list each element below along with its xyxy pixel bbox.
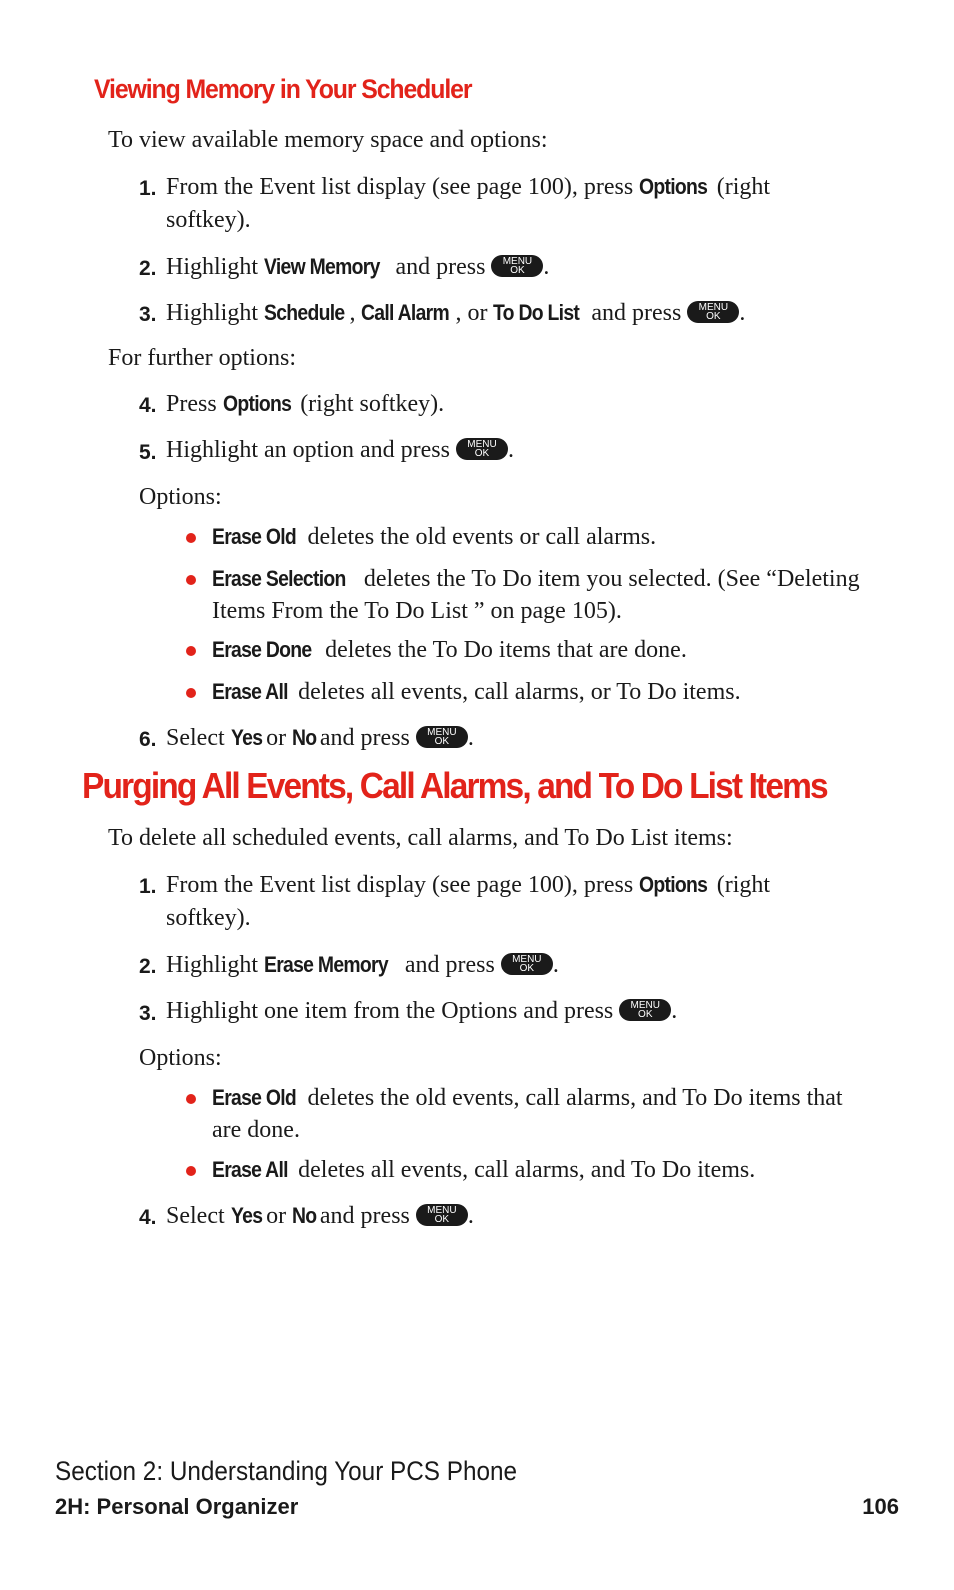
step-text: Highlight Schedule , Call Alarm , or To Do List and press MENU OK . <box>166 300 746 326</box>
bullet-icon <box>186 646 196 656</box>
list-item: Erase All deletes all events, call alarms, and To Do items. <box>0 1154 954 1190</box>
step-text: Highlight Erase Memory and press MENU OK . <box>166 952 559 978</box>
menu-ok-key-icon: MENU OK <box>687 301 739 323</box>
step-4 <box>0 387 954 423</box>
list-item: Erase Selection deletes the To Do item you selected. (See “Deleting Items From the To Do List ” on page 105). <box>0 563 954 633</box>
step-number: 1. <box>139 177 157 200</box>
step-number: 1. <box>139 875 157 898</box>
menu-ok-key-icon: MENU OK <box>456 438 508 460</box>
step-2 <box>0 948 954 984</box>
list-item: Erase Done deletes the To Do items that are done. <box>0 634 954 670</box>
step-5 <box>0 434 954 470</box>
options-label: Options: <box>139 484 222 510</box>
step-3 <box>0 296 954 332</box>
step-number: 6. <box>139 728 157 751</box>
step-1 <box>0 868 954 938</box>
step-4 <box>0 1199 954 1235</box>
step-6 <box>0 721 954 757</box>
step-1 <box>0 170 954 240</box>
menu-ok-key-icon: MENU OK <box>619 999 671 1021</box>
footer-section-title: Section 2: Understanding Your PCS Phone <box>55 1456 518 1486</box>
step-text: From the Event list display (see page 100), press Options (right softkey). <box>166 170 856 237</box>
footer-chapter: 2H: Personal Organizer <box>55 1494 299 1519</box>
bullet-icon <box>186 1094 196 1104</box>
menu-ok-key-icon: MENU OK <box>416 726 468 748</box>
bullet-icon <box>186 688 196 698</box>
step-number: 2. <box>139 257 157 280</box>
step-text: Highlight one item from the Options and press MENU OK . <box>166 998 678 1024</box>
step-number: 4. <box>139 1206 157 1229</box>
list-item: Erase Old deletes the old events, call alarms, and To Do items that are done. <box>0 1082 954 1152</box>
page-number: 106 <box>862 1494 899 1519</box>
list-item: Erase All deletes all events, call alarms, or To Do items. <box>0 676 954 712</box>
step-number: 2. <box>139 955 157 978</box>
list-item: Erase Old deletes the old events or call alarms. <box>0 521 954 557</box>
step-text: From the Event list display (see page 100), press Options (right softkey). <box>166 872 771 931</box>
step-2 <box>0 250 954 286</box>
step-text: Highlight an option and press MENU OK . <box>166 437 514 463</box>
menu-ok-key-icon: MENU OK <box>491 255 543 277</box>
menu-ok-key-icon: MENU OK <box>416 1204 468 1226</box>
step-text: Select Yes or No and press MENU OK . <box>166 725 474 751</box>
step-number: 3. <box>139 1002 157 1025</box>
bullet-icon <box>186 533 196 543</box>
bullet-icon <box>186 1166 196 1176</box>
bullet-icon <box>186 575 196 585</box>
intro-text: To view available memory space and options: <box>108 127 548 153</box>
section-heading-viewing-memory: Viewing Memory in Your Scheduler <box>94 74 472 104</box>
step-text: Press Options (right softkey). <box>166 391 445 417</box>
section-heading-purging: Purging All Events, Call Alarms, and To Do List Items <box>82 765 827 806</box>
step-text: Highlight View Memory and press MENU OK . <box>166 254 550 280</box>
step-number: 3. <box>139 303 157 326</box>
options-keyword: Options <box>639 174 708 199</box>
step-text: Select Yes or No and press MENU OK . <box>166 1203 474 1229</box>
step-3 <box>0 995 954 1031</box>
intro-text: To delete all scheduled events, call alarms, and To Do List items: <box>108 825 733 851</box>
further-options-text: For further options: <box>108 345 296 371</box>
step-number: 5. <box>139 441 157 464</box>
options-label: Options: <box>139 1045 222 1071</box>
menu-ok-key-icon: MENU OK <box>501 953 553 975</box>
step-number: 4. <box>139 394 157 417</box>
